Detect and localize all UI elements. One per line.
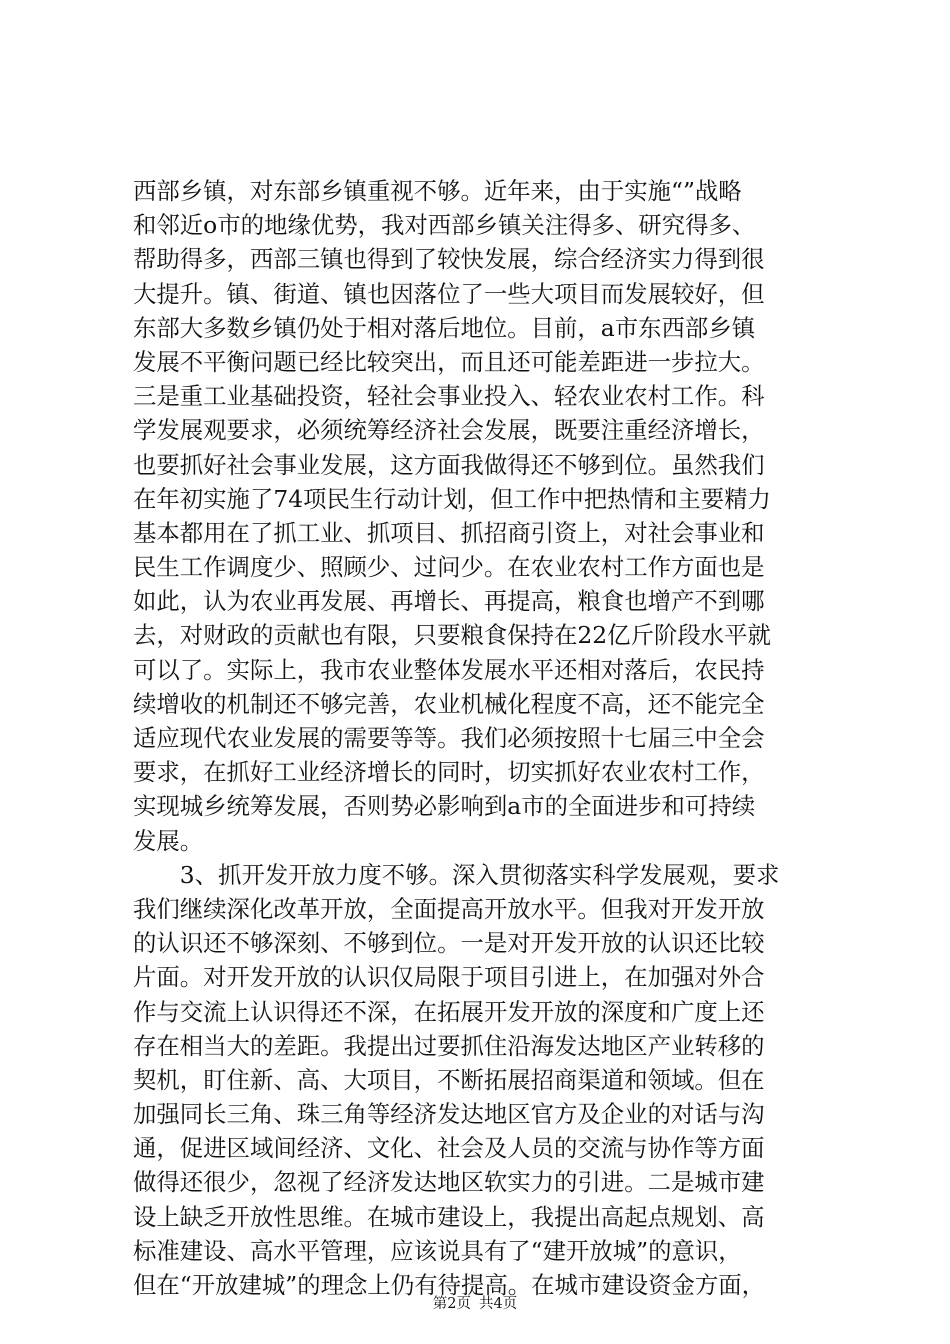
- text-line: 适应现代农业发展的需要等等。我们必须按照十七届三中全会: [133, 724, 765, 752]
- text-line: 做得还很少，忽视了经济发达地区软实力的引进。二是城市建: [133, 1168, 765, 1197]
- text-line: 加强同长三角、珠三角等经济发达地区官方及企业的对话与沟: [133, 1100, 765, 1129]
- text-line: 西部乡镇，对东部乡镇重视不够。近年来，由于实施“”战略: [133, 177, 742, 205]
- text-line: 实现城乡统筹发展，否则势必影响到a市的全面进步和可持续: [133, 792, 756, 821]
- body-text: [133, 174, 833, 1302]
- text-line: 如此，认为农业再发展、再增长、再提高，粮食也增产不到哪: [133, 587, 765, 616]
- page-number: 第2页: [432, 1296, 471, 1312]
- text-line: 也要抓好社会事业发展，这方面我做得还不够到位。虽然我们: [133, 450, 765, 479]
- text-line: 设上缺乏开放性思维。在城市建设上，我提出高起点规划、高: [133, 1202, 765, 1231]
- text-line: 可以了。实际上，我市农业整体发展水平还相对落后，农民持: [133, 655, 765, 684]
- text-line: 三是重工业基础投资，轻社会事业投入、轻农业农村工作。科: [133, 382, 765, 411]
- text-line: 去，对财政的贡献也有限，只要粮食保持在22亿斤阶段水平就: [133, 621, 771, 650]
- text-line: 续增收的机制还不够完善，农业机械化程度不高，还不能完全: [133, 689, 765, 718]
- page-total: 共4页: [479, 1296, 518, 1312]
- text-line: 基本都用在了抓工业、抓项目、抓招商引资上，对社会事业和: [133, 518, 765, 547]
- text-line: 学发展观要求，必须统筹经济社会发展，既要注重经济增长，: [133, 416, 765, 445]
- text-line: 在年初实施了74项民生行动计划，但工作中把热情和主要精力: [133, 484, 771, 513]
- text-line: 发展。: [133, 826, 204, 855]
- text-line: 3、抓开发开放力度不够。深入贯彻落实科学发展观，要求: [133, 860, 780, 889]
- text-line: 但在“开放建城”的理念上仍有待提高。在城市建设资金方面，: [133, 1271, 766, 1299]
- text-line: 标准建设、高水平管理，应该说具有了“建开放城”的意识，: [133, 1236, 742, 1265]
- text-line: 要求，在抓好工业经济增长的同时，切实抓好农业农村工作，: [133, 758, 765, 787]
- text-line: 东部大多数乡镇仍处于相对落后地位。目前，a市东西部乡镇: [133, 313, 756, 342]
- text-line: 片面。对开发开放的认识仅局限于项目引进上，在加强对外合: [133, 963, 765, 992]
- text-line: 民生工作调度少、照顾少、过问少。在农业农村工作方面也是: [133, 553, 765, 582]
- text-line: 契机，盯住新、高、大项目，不断拓展招商渠道和领域。但在: [133, 1065, 765, 1094]
- text-line: 帮助得多，西部三镇也得到了较快发展，综合经济实力得到很: [133, 245, 765, 274]
- text-line: 存在相当大的差距。我提出过要抓住沿海发达地区产业转移的: [133, 1031, 765, 1060]
- page-footer: [0, 1294, 950, 1314]
- text-line: 作与交流上认识得还不深，在拓展开发开放的深度和广度上还: [133, 997, 765, 1026]
- text-line: 大提升。镇、街道、镇也因落位了一些大项目而发展较好，但: [133, 279, 765, 308]
- text-line: 通，促进区域间经济、文化、社会及人员的交流与协作等方面: [133, 1134, 765, 1163]
- text-line: 发展不平衡问题已经比较突出，而且还可能差距进一步拉大。: [133, 347, 765, 376]
- text-line: 我们继续深化改革开放，全面提高开放水平。但我对开发开放: [133, 894, 765, 923]
- text-line: 和邻近o市的地缘优势，我对西部乡镇关注得多、研究得多、: [133, 211, 756, 240]
- text-line: 的认识还不够深刻、不够到位。一是对开发开放的认识还比较: [133, 929, 765, 958]
